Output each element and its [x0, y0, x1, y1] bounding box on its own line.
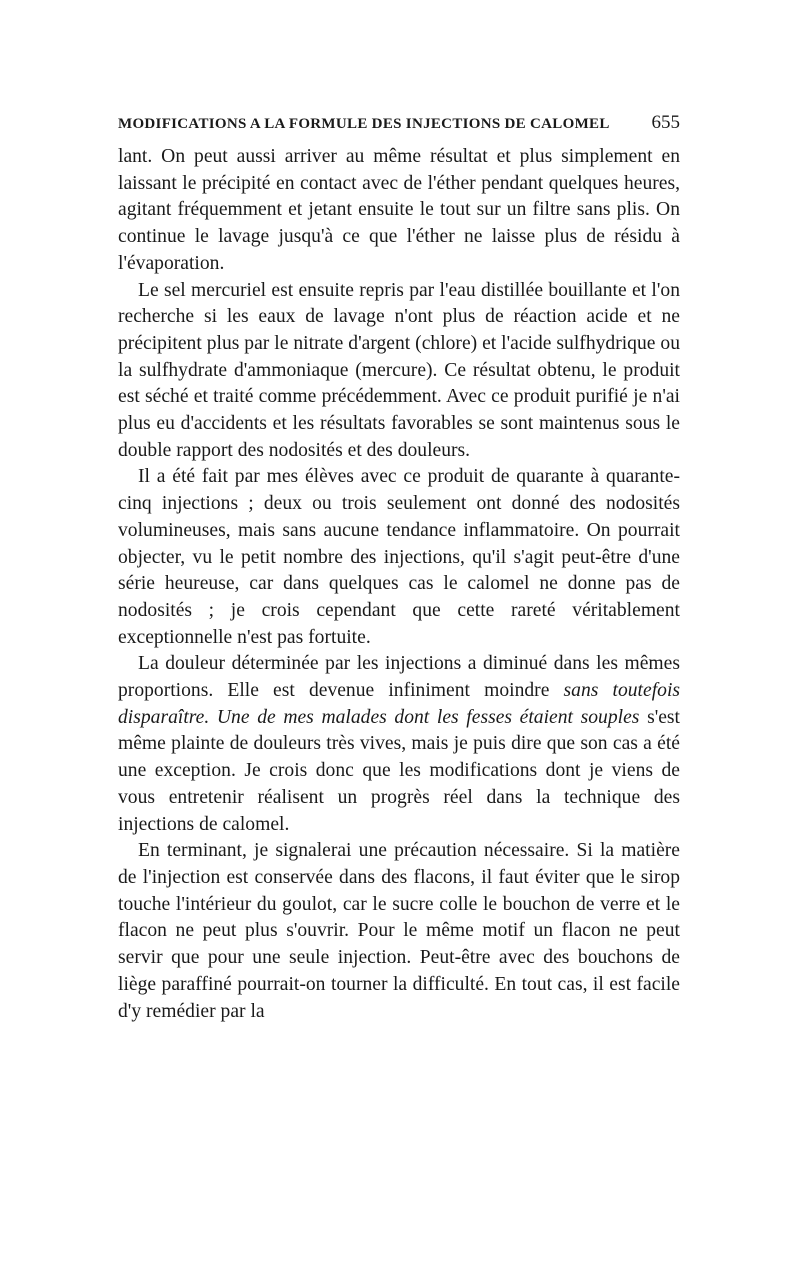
paragraph-5: En terminant, je signalerai une précaution nécessaire. Si la matière de l'injection est conservée dans des flacons, il faut éviter que le sirop touche l'intérieur du goulot, car le sucre colle le bouchon de verre et le flacon ne peut plus s'ouvrir. Pour le même motif un flacon ne peut servir que pour une seule injection. Peut-être avec des bouchons de liège paraffiné pourrait-on tourner la difficulté. En tout cas, il est facile d'y remédier par la	[118, 840, 680, 1022]
running-title: MODIFICATIONS A LA FORMULE DES INJECTIONS DE CALOMEL	[118, 116, 610, 132]
paragraph-4-start: La douleur déterminée par les injections a diminué dans les mêmes proportions. Elle est devenue infiniment moindre	[118, 653, 680, 702]
paragraph-4-end: s'est même plainte de douleurs très vives, mais je puis dire que son cas a été une exception. Je crois donc que les modifications dont je viens de vous entretenir réalisent un progrès réel dans la technique des injections de calomel.	[118, 706, 680, 835]
book-page	[118, 112, 680, 1025]
paragraph-3: Il a été fait par mes élèves avec ce produit de quarante à quarante-cinq injections ; deux ou trois seulement ont donné des nodosités volumineuses, mais sans aucune tendance inflammatoire. On pourrait objecter, vu le petit nombre des injections, qu'il s'agit peut-être d'une série heureuse, car dans quelques cas le calomel ne donne pas de nodosités ; je crois cependant que cette rareté véritablement exceptionnelle n'est pas fortuite.	[118, 466, 680, 648]
paragraph-4	[118, 651, 680, 838]
paragraph-1: lant. On peut aussi arriver au même résultat et plus simplement en laissant le précipité en contact avec de l'éther pendant quelques heures, agitant fréquemment et jetant ensuite le tout sur un filtre sans plis. On continue le lavage jusqu'à ce que l'éther ne laisse plus de résidu à l'évaporation.	[118, 146, 680, 274]
paragraph-4-italic: sans toutefois disparaître. Une de mes malades dont les fesses étaient souples	[118, 680, 681, 728]
paragraph-2: Le sel mercuriel est ensuite repris par l'eau distillée bouillante et l'on recherche si les eaux de lavage n'ont plus de réaction acide et ne précipitent plus par le nitrate d'argent (chlore) et l'acide sulfhydrique ou la sulfhydrate d'ammoniaque (mercure). Ce résultat obtenu, le produit est séché et traité comme précédemment. Avec ce produit purifié je n'ai plus eu d'accidents et les résultats favorables se sont maintenus sous le double rapport des nodosités et des douleurs.	[118, 279, 680, 461]
running-header	[118, 112, 680, 144]
page-number: 655	[651, 112, 680, 133]
body-text	[118, 144, 680, 1025]
